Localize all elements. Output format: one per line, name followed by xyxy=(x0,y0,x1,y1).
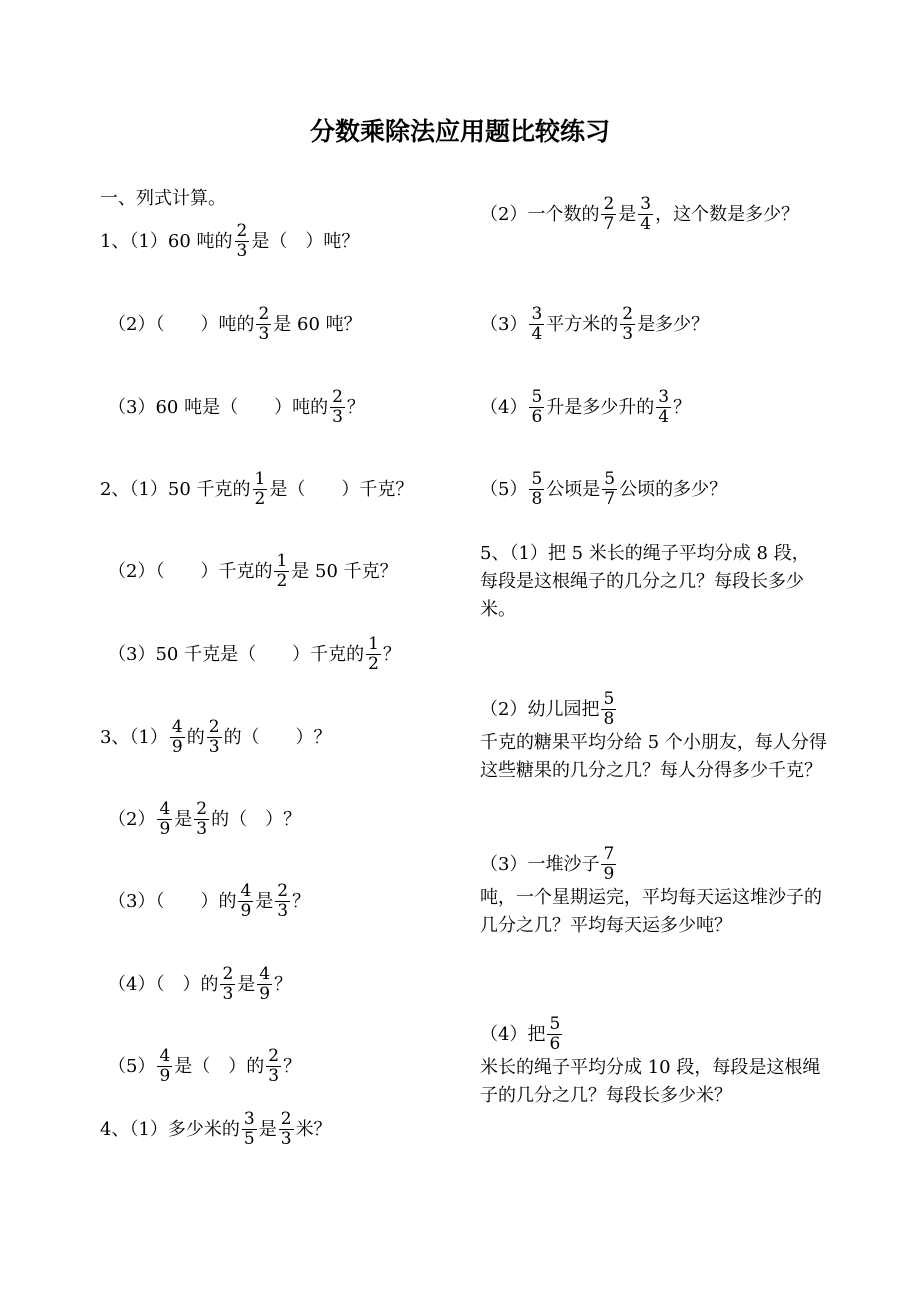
fraction-numerator: 4 xyxy=(171,717,183,737)
fraction-denominator: 3 xyxy=(332,407,343,427)
question-line xyxy=(100,185,226,213)
question-text: 的（ ）？ xyxy=(223,726,332,748)
fraction-numerator: 2 xyxy=(622,304,634,324)
fraction-numerator: 2 xyxy=(280,1109,292,1129)
question-text: 是（ ）吨？ xyxy=(251,230,360,252)
fraction-numerator: 1 xyxy=(276,551,288,571)
question-line xyxy=(480,388,830,427)
question-text: ？ xyxy=(346,396,365,418)
fraction xyxy=(529,388,544,427)
question-text: （2）幼儿园把 xyxy=(480,698,600,720)
fraction-numerator: 2 xyxy=(268,1046,280,1066)
fraction xyxy=(330,388,345,427)
fraction-denominator: 9 xyxy=(159,1066,171,1086)
question-text: 公顷是 xyxy=(546,478,601,500)
fraction xyxy=(620,305,635,344)
fraction-numerator: 5 xyxy=(531,387,543,407)
question-text: （3）60 吨是（ ）吨的 xyxy=(108,396,329,418)
question-text: 是（ ）的 xyxy=(174,1055,265,1077)
fraction-numerator: 2 xyxy=(222,964,234,984)
fraction-numerator: 5 xyxy=(604,469,616,489)
question-text: 是 xyxy=(237,973,256,995)
fraction-denominator: 3 xyxy=(268,1066,280,1086)
fraction-numerator: 2 xyxy=(603,194,615,214)
fraction xyxy=(656,388,671,427)
fraction-numerator: 2 xyxy=(208,717,220,737)
question-text: 公顷的多少？ xyxy=(619,478,728,500)
fraction-denominator: 3 xyxy=(258,324,270,344)
question-line xyxy=(108,965,292,1004)
question-text: ？ xyxy=(274,973,293,995)
fraction-denominator: 3 xyxy=(236,241,248,261)
fraction xyxy=(275,882,290,921)
fraction-numerator: 5 xyxy=(603,689,615,709)
fraction xyxy=(601,690,616,729)
question-text: 1、（1）60 吨的 xyxy=(100,230,233,252)
question-text: 是多少？ xyxy=(637,313,710,335)
fraction-denominator: 4 xyxy=(531,324,543,344)
question-text: ？ xyxy=(292,890,311,912)
fraction-numerator: 4 xyxy=(159,799,171,819)
fraction xyxy=(547,1015,562,1054)
question-text: （5） xyxy=(108,1055,156,1077)
question-line xyxy=(480,470,830,509)
question-line xyxy=(480,690,830,785)
fraction-numerator: 7 xyxy=(603,844,615,864)
fraction xyxy=(256,305,271,344)
question-text: 千克的糖果平均分给 5 个小朋友，每人分得这些糖果的几分之几？每人分得多少千克？ xyxy=(480,732,827,781)
fraction-numerator: 4 xyxy=(259,964,271,984)
question-text: ？ xyxy=(283,1055,302,1077)
fraction-numerator: 3 xyxy=(640,194,652,214)
question-text: 是 xyxy=(255,890,274,912)
fraction xyxy=(529,470,544,509)
question-text: 是 60 吨？ xyxy=(273,313,362,335)
fraction xyxy=(601,195,616,234)
fraction-numerator: 2 xyxy=(196,799,208,819)
question-text: （2）（ ）吨的 xyxy=(108,313,255,335)
question-line xyxy=(108,800,301,839)
question-text: 升是多少升的 xyxy=(546,396,655,418)
fraction-denominator: 7 xyxy=(604,489,616,509)
question-line xyxy=(480,1015,830,1110)
fraction-denominator: 3 xyxy=(222,984,234,1004)
page-title: 分数乘除法应用题比较练习 xyxy=(309,117,610,146)
question-text: （2） xyxy=(108,808,156,830)
fraction-denominator: 9 xyxy=(240,901,252,921)
question-text: （4）把 xyxy=(480,1023,546,1045)
question-text: 是 xyxy=(618,203,637,225)
fraction-numerator: 1 xyxy=(368,634,379,654)
question-text: 的 xyxy=(186,726,205,748)
fraction-denominator: 3 xyxy=(196,819,208,839)
question-line xyxy=(100,222,359,261)
question-line xyxy=(480,195,830,234)
question-text: 3、（1） xyxy=(100,726,168,748)
question-text: （3）50 千克是（ ）千克的 xyxy=(108,643,365,665)
fraction xyxy=(235,222,250,261)
question-line xyxy=(480,845,830,940)
question-text: （5） xyxy=(480,478,528,500)
question-text: 4、（1）多少米的 xyxy=(100,1118,240,1140)
fraction-denominator: 8 xyxy=(531,489,543,509)
fraction xyxy=(157,1047,172,1086)
fraction-numerator: 5 xyxy=(549,1014,561,1034)
fraction-numerator: 2 xyxy=(277,881,289,901)
fraction xyxy=(366,635,381,674)
fraction-denominator: 6 xyxy=(531,407,543,427)
question-text: 是 xyxy=(258,1118,277,1140)
question-line xyxy=(100,1110,332,1149)
fraction xyxy=(529,305,544,344)
fraction-numerator: 2 xyxy=(236,221,248,241)
question-line xyxy=(108,388,365,427)
question-text: 5、（1）把 5 米长的绳子平均分成 8 段，每段是这根绳子的几分之几？每段长多少米。 xyxy=(480,543,810,620)
fraction xyxy=(238,882,253,921)
fraction-denominator: 7 xyxy=(603,214,615,234)
fraction-denominator: 9 xyxy=(171,737,183,757)
question-line xyxy=(108,552,398,591)
fraction-denominator: 3 xyxy=(622,324,634,344)
fraction-numerator: 4 xyxy=(159,1046,171,1066)
question-text: 米长的绳子平均分成 10 段，每段是这根绳子的几分之几？每段长多少米？ xyxy=(480,1057,821,1106)
question-line xyxy=(100,470,413,509)
fraction-numerator: 5 xyxy=(531,469,543,489)
fraction-numerator: 3 xyxy=(531,304,543,324)
question-text: 是 xyxy=(174,808,193,830)
question-text: （4） xyxy=(480,396,528,418)
fraction-denominator: 9 xyxy=(159,819,171,839)
fraction xyxy=(207,718,222,757)
fraction xyxy=(157,800,172,839)
question-text: （2）一个数的 xyxy=(480,203,600,225)
question-text: 一、列式计算。 xyxy=(100,188,226,209)
fraction-denominator: 4 xyxy=(658,407,670,427)
question-line xyxy=(108,305,362,344)
question-text: 吨，一个星期运完，平均每天运这堆沙子的几分之几？平均每天运多少吨？ xyxy=(480,887,822,936)
fraction-denominator: 3 xyxy=(277,901,289,921)
fraction xyxy=(257,965,272,1004)
question-text: （4）（ ）的 xyxy=(108,973,219,995)
fraction-denominator: 2 xyxy=(254,489,266,509)
fraction xyxy=(220,965,235,1004)
question-text: ？ xyxy=(673,396,692,418)
fraction xyxy=(638,195,653,234)
fraction xyxy=(170,718,185,757)
fraction-denominator: 2 xyxy=(276,571,288,591)
question-text: 米？ xyxy=(295,1118,332,1140)
fraction-numerator: 3 xyxy=(658,387,670,407)
fraction-numerator: 2 xyxy=(332,387,343,407)
question-text: ？ xyxy=(382,643,401,665)
question-text: ，这个数是多少？ xyxy=(655,203,800,225)
fraction-denominator: 6 xyxy=(549,1034,561,1054)
fraction xyxy=(266,1047,281,1086)
question-text: 是（ ）千克？ xyxy=(269,478,414,500)
fraction xyxy=(253,470,268,509)
question-text: 2、（1）50 千克的 xyxy=(100,478,251,500)
question-text: （3）（ ）的 xyxy=(108,890,237,912)
fraction-numerator: 4 xyxy=(240,881,252,901)
fraction xyxy=(601,845,616,884)
question-text: 的（ ）？ xyxy=(211,808,302,830)
fraction-numerator: 3 xyxy=(243,1109,255,1129)
fraction xyxy=(194,800,209,839)
fraction-numerator: 1 xyxy=(254,469,266,489)
fraction-denominator: 8 xyxy=(603,709,615,729)
question-line xyxy=(108,635,401,674)
fraction xyxy=(274,552,289,591)
question-line xyxy=(100,718,332,757)
fraction xyxy=(242,1110,257,1149)
question-line xyxy=(108,882,310,921)
fraction-numerator: 2 xyxy=(258,304,270,324)
fraction xyxy=(279,1110,294,1149)
question-text: （2）（ ）千克的 xyxy=(108,560,273,582)
question-text: （3）一堆沙子 xyxy=(480,853,600,875)
fraction-denominator: 4 xyxy=(640,214,652,234)
fraction-denominator: 3 xyxy=(208,737,220,757)
question-line xyxy=(480,540,825,624)
question-line xyxy=(108,1047,301,1086)
question-text: 是 50 千克？ xyxy=(291,560,398,582)
fraction-denominator: 5 xyxy=(243,1129,255,1149)
fraction-denominator: 3 xyxy=(280,1129,292,1149)
fraction-denominator: 9 xyxy=(259,984,271,1004)
question-line xyxy=(480,305,830,344)
fraction xyxy=(602,470,617,509)
fraction-denominator: 2 xyxy=(368,654,379,674)
question-text: 平方米的 xyxy=(546,313,619,335)
fraction-denominator: 9 xyxy=(603,864,615,884)
question-text: （3） xyxy=(480,313,528,335)
